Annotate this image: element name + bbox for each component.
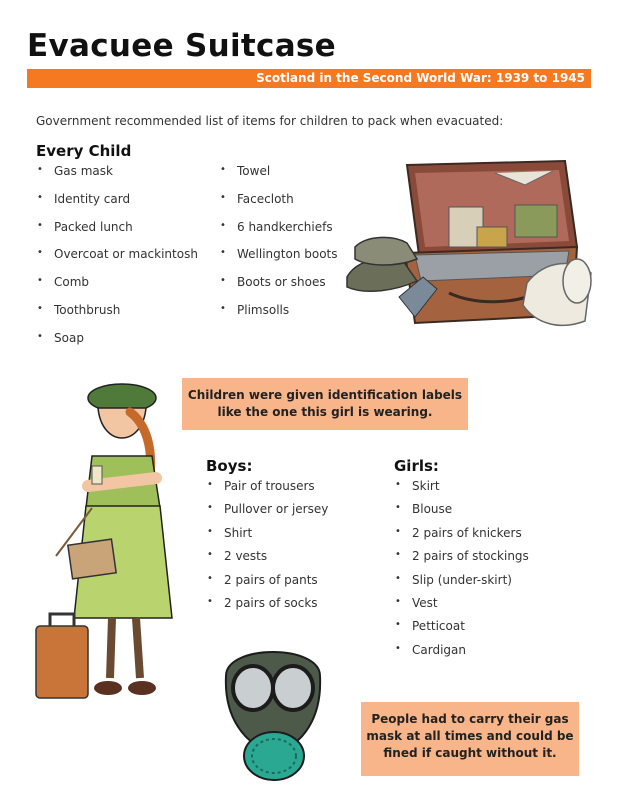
list-item: • Plimsolls: [219, 303, 338, 331]
suitcase-illustration: [345, 155, 595, 335]
list-item: • Pullover or jersey: [206, 502, 328, 525]
list-item: • Towel: [219, 164, 338, 192]
gas-mask-illustration: [218, 636, 328, 786]
list-item: • Boots or shoes: [219, 275, 338, 303]
list-item: • Wellington boots: [219, 247, 338, 275]
intro-text: Government recommended list of items for children to pack when evacuated:: [36, 114, 504, 128]
banner-text: Scotland in the Second World War: 1939 to 1945: [256, 71, 585, 85]
evacuee-girl-illustration: [32, 378, 182, 718]
gas-mask-note: People had to carry their gas mask at all times and could be fined if caught without it.: [361, 702, 579, 776]
list-item: • Gas mask: [36, 164, 198, 192]
every-child-heading: Every Child: [36, 142, 132, 160]
list-item: • 2 pairs of socks: [206, 596, 328, 619]
page-title: Evacuee Suitcase: [27, 28, 337, 64]
girls-list: [394, 479, 529, 666]
list-item: • Toothbrush: [36, 303, 198, 331]
list-item: • Shirt: [206, 526, 328, 549]
boys-list: [206, 479, 328, 619]
list-item: • Pair of trousers: [206, 479, 328, 502]
list-item: • 2 vests: [206, 549, 328, 572]
list-item: • Vest: [394, 596, 529, 619]
list-item: • Skirt: [394, 479, 529, 502]
list-item: • Cardigan: [394, 643, 529, 666]
list-item: • 2 pairs of knickers: [394, 526, 529, 549]
list-item: • Blouse: [394, 502, 529, 525]
every-child-list-col1: [36, 164, 198, 359]
subtitle-banner: [27, 69, 591, 88]
list-item: • Packed lunch: [36, 220, 198, 248]
girls-heading: Girls:: [394, 457, 439, 475]
list-item: • 6 handkerchiefs: [219, 220, 338, 248]
list-item: • Petticoat: [394, 619, 529, 642]
list-item: • Slip (under-skirt): [394, 573, 529, 596]
list-item: • Facecloth: [219, 192, 338, 220]
list-item: • Overcoat or mackintosh: [36, 247, 198, 275]
identification-label-note: Children were given identification labels like the one this girl is wearing.: [182, 378, 468, 430]
list-item: • Soap: [36, 331, 198, 359]
every-child-list-col2: [219, 164, 338, 331]
list-item: • 2 pairs of pants: [206, 573, 328, 596]
list-item: • Identity card: [36, 192, 198, 220]
boys-heading: Boys:: [206, 457, 253, 475]
list-item: • 2 pairs of stockings: [394, 549, 529, 572]
list-item: • Comb: [36, 275, 198, 303]
